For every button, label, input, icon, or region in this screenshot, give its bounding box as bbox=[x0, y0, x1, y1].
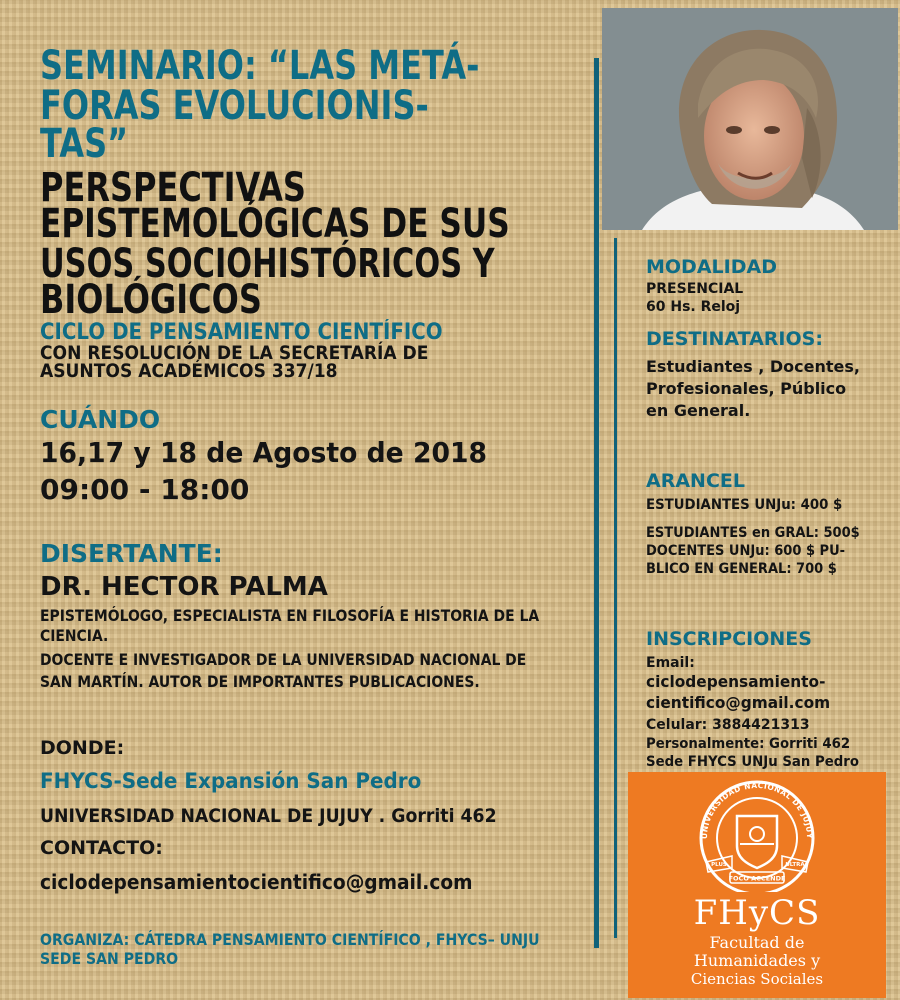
registration-email-line-2[interactable]: cientifico@gmail.com bbox=[646, 693, 831, 712]
modalidad-line-2: 60 Hs. Reloj bbox=[646, 299, 741, 315]
subtitle-line-4: BIOLÓGICOS bbox=[40, 277, 262, 323]
arancel-line-3: DOCENTES UNJu: 600 $ PU- bbox=[646, 543, 846, 559]
organizer-line-1: ORGANIZA: CÁTEDRA PENSAMIENTO CIENTÍFICO , FHYCS– UNJU bbox=[40, 930, 540, 949]
cycle-label: CICLO DE PENSAMIENTO CIENTÍFICO bbox=[40, 320, 443, 345]
speaker-bio-line-3: DOCENTE E INVESTIGADOR DE LA UNIVERSIDAD NACIONAL DE bbox=[40, 650, 527, 669]
phone-number: Celular: 3884421313 bbox=[646, 717, 810, 733]
organizer-line-2: SEDE SAN PEDRO bbox=[40, 949, 179, 968]
speaker-bio-line-4: SAN MARTÍN. AUTOR DE IMPORTANTES PUBLICACIONES. bbox=[40, 672, 480, 691]
university-seal bbox=[628, 772, 886, 892]
arancel-line-1: ESTUDIANTES UNJu: 400 $ bbox=[646, 497, 843, 513]
logo-name: FHyCS bbox=[693, 893, 821, 933]
subtitle-line-1: PERSPECTIVAS bbox=[40, 165, 306, 211]
fhycs-logo bbox=[628, 772, 886, 998]
speaker-photo bbox=[602, 8, 898, 230]
event-dates: 16,17 y 18 de Agosto de 2018 bbox=[40, 436, 487, 469]
destinatarios-line-3: en General. bbox=[646, 401, 751, 420]
destinatarios-line-1: Estudiantes , Docentes, bbox=[646, 357, 860, 376]
seminar-title-line-1: SEMINARIO: “LAS METÁ- bbox=[40, 43, 480, 89]
registration-email-line-1[interactable]: ciclodepensamiento- bbox=[646, 672, 826, 691]
speaker-bio-line-2: CIENCIA. bbox=[40, 626, 109, 645]
inscripciones-label: INSCRIPCIONES bbox=[646, 628, 812, 650]
where-label: DONDE: bbox=[40, 737, 125, 759]
subtitle-line-3: USOS SOCIOHISTÓRICOS Y bbox=[40, 241, 495, 287]
venue-name: FHYCS-Sede Expansión San Pedro bbox=[40, 769, 422, 793]
seminar-title-line-2: FORAS EVOLUCIONIS- bbox=[40, 83, 429, 129]
svg-text:ULTRA: ULTRA bbox=[785, 862, 805, 868]
in-person-line-1: Personalmente: Gorriti 462 bbox=[646, 736, 851, 752]
when-label: CUÁNDO bbox=[40, 405, 161, 434]
email-label: Email: bbox=[646, 655, 695, 671]
divider-bar-thin bbox=[614, 238, 617, 938]
svg-text:UNIVERSIDAD NACIONAL DE JUJUY: UNIVERSIDAD NACIONAL DE JUJUY bbox=[699, 780, 815, 840]
event-hours: 09:00 - 18:00 bbox=[40, 473, 250, 506]
logo-full-line-3: Ciencias Sociales bbox=[690, 970, 824, 988]
arancel-line-4: BLICO EN GENERAL: 700 $ bbox=[646, 561, 837, 577]
arancel-line-2: ESTUDIANTES en GRAL: 500$ bbox=[646, 525, 860, 541]
seminar-title-line-3: TAS” bbox=[40, 121, 129, 167]
modalidad-label: MODALIDAD bbox=[646, 256, 777, 278]
speaker-photo-illustration bbox=[602, 8, 898, 230]
destinatarios-label: DESTINATARIOS: bbox=[646, 328, 823, 350]
contact-email[interactable]: ciclodepensamientocientifico@gmail.com bbox=[40, 870, 473, 894]
speaker-name: DR. HECTOR PALMA bbox=[40, 572, 328, 602]
svg-text:PLUS: PLUS bbox=[711, 862, 727, 868]
speaker-bio-line-1: EPISTEMÓLOGO, ESPECIALISTA EN FILOSOFÍA E HISTORIA DE LA bbox=[40, 606, 540, 625]
divider-bar bbox=[594, 58, 599, 948]
destinatarios-line-2: Profesionales, Público bbox=[646, 379, 847, 398]
in-person-line-2: Sede FHYCS UNJu San Pedro bbox=[646, 754, 859, 770]
resolution-line-1: CON RESOLUCIÓN DE LA SECRETARÍA DE bbox=[40, 342, 429, 364]
venue-address: UNIVERSIDAD NACIONAL DE JUJUY . Gorriti 462 bbox=[40, 805, 497, 827]
subtitle-line-2: EPISTEMOLÓGICAS DE SUS bbox=[40, 201, 510, 247]
svg-text:FOCO ACCENDE: FOCO ACCENDE bbox=[728, 874, 786, 883]
arancel-label: ARANCEL bbox=[646, 470, 745, 492]
resolution-line-2: ASUNTOS ACADÉMICOS 337/18 bbox=[40, 360, 338, 382]
contact-label: CONTACTO: bbox=[40, 837, 163, 859]
logo-full-line-1: Facultad de bbox=[709, 933, 805, 952]
modalidad-line-1: PRESENCIAL bbox=[646, 281, 744, 297]
speaker-label: DISERTANTE: bbox=[40, 539, 223, 568]
logo-full-line-2: Humanidades y bbox=[693, 951, 821, 970]
